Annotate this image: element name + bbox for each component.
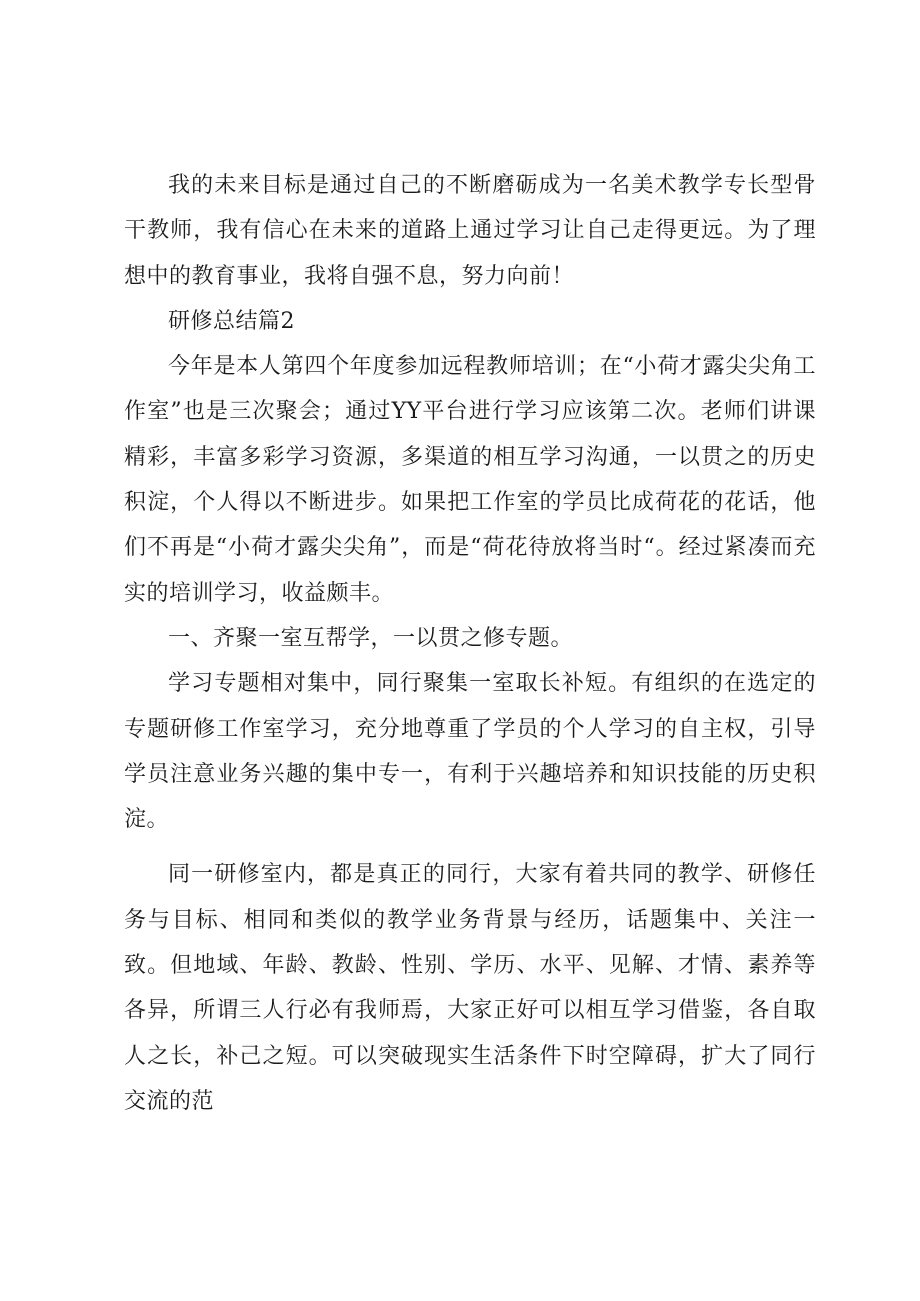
paragraph-intro: 今年是本人第四个年度参加远程教师培训；在“小荷才露尖尖角工作室”也是三次聚会；通过YY平台进行学习应该第二次。老师们讲课精彩，丰富多彩学习资源，多渠道的相互学习沟通，一以贯之的历史积淀，个人得以不断进步。如果把工作室的学员比成荷花的花话，他们不再是“小荷才露尖尖角”，而是“荷花待放将当时“。经过紧凑而充实的培训学习，收益颇丰。 <box>124 354 816 606</box>
section-title: 研修总结篇2 <box>168 308 295 334</box>
document-body <box>124 163 816 1124</box>
paragraph-peers: 同一研修室内，都是真正的同行，大家有着共同的教学、研修任务与目标、相同和类似的教学业务背景与经历，话题集中、关注一致。但地域、年龄、教龄、性别、学历、水平、见解、才情、素养等各异，所谓三人行必有我师焉，大家正好可以相互学习借鉴，各自取人之长，补己之短。可以突破现实生活条件下时空障碍，扩大了同行交流的范 <box>124 862 816 1114</box>
paragraph-goal: 我的未来目标是通过自己的不断磨砺成为一名美术教学专长型骨干教师，我有信心在未来的道路上通过学习让自己走得更远。为了理想中的教育事业，我将自强不息，努力向前！ <box>124 173 816 289</box>
subsection-heading-1: 一、齐聚一室互帮学，一以贯之修专题。 <box>168 625 574 651</box>
paragraph-topic-study: 学习专题相对集中，同行聚集一室取长补短。有组织的在选定的专题研修工作室学习，充分地尊重了学员的个人学习的自主权，引导学员注意业务兴趣的集中专一，有利于兴趣培养和知识技能的历史积淀。 <box>124 671 816 833</box>
